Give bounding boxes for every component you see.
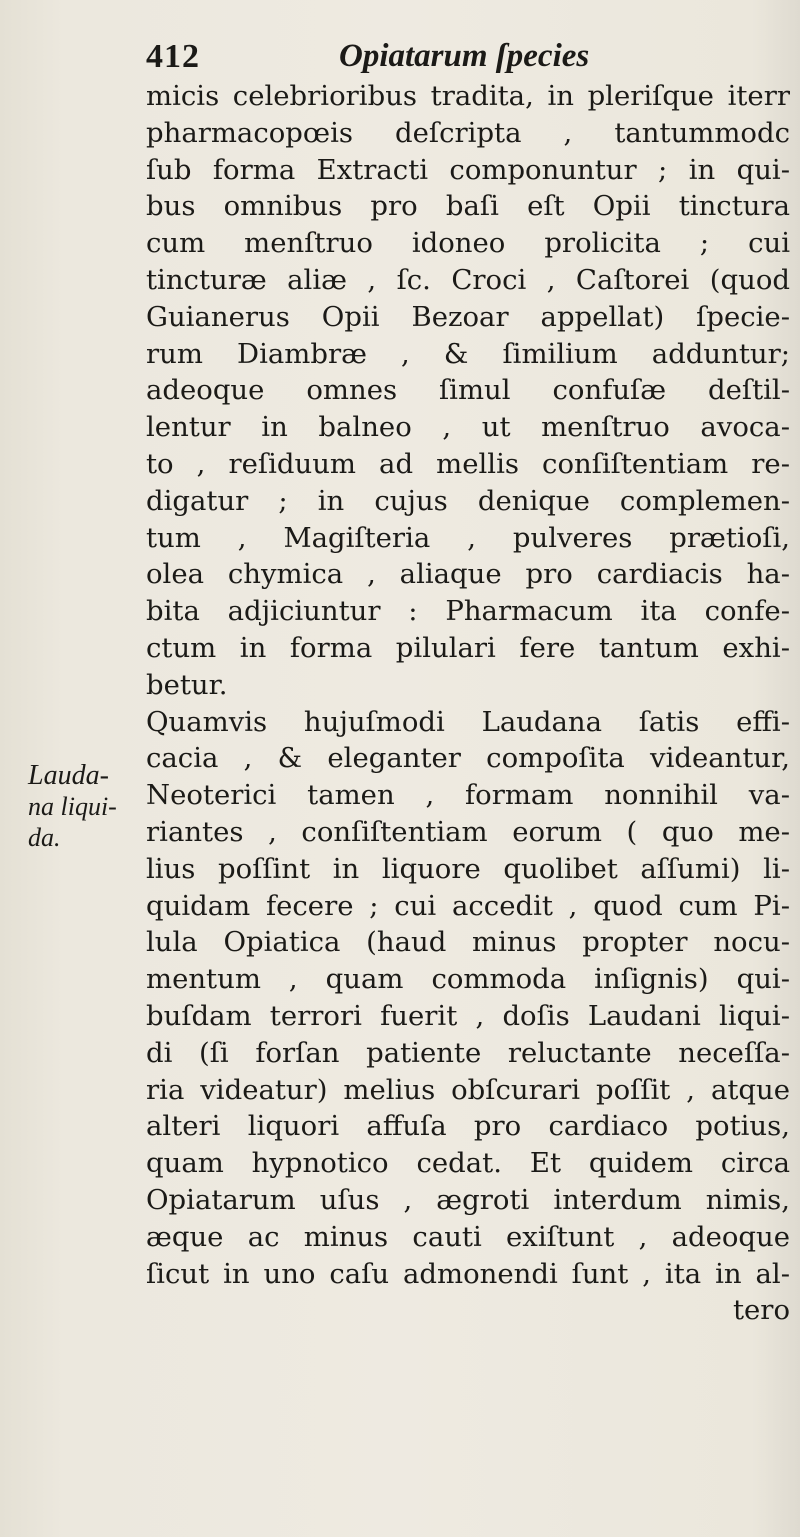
text-line: rum Diambræ , & ſimilium adduntur; [146, 337, 790, 370]
text-line: bita adjiciuntur : Pharmacum ita confe- [146, 595, 790, 628]
text-line: Opiatarum uſus , ægroti interdum nimis, [146, 1183, 790, 1216]
catchword: tero [732, 1294, 790, 1327]
text-line: tum , Magiſteria , pulveres prætioſi, [146, 521, 790, 554]
text-line: lentur in balneo , ut menſtruo avoca- [146, 411, 790, 444]
text-line: cacia , & eleganter compoſita videantur, [146, 742, 790, 775]
text-line: cum menſtruo idoneo prolicita ; cui [146, 227, 790, 260]
text-line: digatur ; in cujus denique complemen- [146, 484, 790, 517]
text-line: quam hypnotico cedat. Et quidem circa [146, 1147, 790, 1180]
text-line: to , reſiduum ad mellis conſiſtentiam re- [146, 447, 790, 480]
text-line: Neoterici tamen , formam nonnihil va- [146, 779, 790, 812]
text-line: adeoque omnes ſimul confuſæ deſtil- [146, 374, 790, 407]
running-head: Opiatarum ſpecies [339, 38, 590, 74]
text-line: lius poſſint in liquore quolibet aſſumi) li- [146, 852, 790, 885]
margin-note-line: da. [28, 823, 61, 852]
text-line: alteri liquori affuſa pro cardiaco potius, [146, 1110, 790, 1143]
text-line: bus omnibus pro baſi eſt Opii tinctura [146, 190, 790, 223]
text-line: buſdam terrori fuerit , doſis Laudani liqui- [146, 999, 790, 1032]
text-line: mentum , quam commoda inſignis) qui- [146, 963, 790, 996]
text-line: di (ſi forſan patiente reluctante neceſſa- [146, 1036, 790, 1069]
margin-note-line: Lauda- [28, 760, 109, 791]
margin-note [28, 760, 138, 853]
text-line: betur. [146, 668, 228, 701]
text-line: Guianerus Opii Bezoar appellat) ſpecie- [146, 300, 790, 333]
text-line: olea chymica , aliaque pro cardiacis ha- [146, 558, 790, 591]
text-line: ſub forma Extracti componuntur ; in qui- [146, 153, 790, 186]
text-line: quidam fecere ; cui accedit , quod cum Pi- [146, 889, 790, 922]
text-line: pharmacopœis deſcripta , tantummodc [146, 116, 790, 149]
text-line: tincturæ aliæ , ſc. Croci , Caſtorei (quod [146, 263, 790, 296]
margin-note-line: na liqui- [28, 792, 117, 821]
text-line: micis celebrioribus tradita, in pleriſque iterr [146, 80, 790, 112]
text-line: ctum in forma pilulari fere tantum exhi- [146, 631, 790, 664]
text-line: riantes , conſiſtentiam eorum ( quo me- [146, 815, 790, 848]
text-line: æque ac minus cauti exiſtunt , adeoque [146, 1220, 790, 1253]
text-line: ſicut in uno caſu admonendi ſunt , ita in al- [146, 1257, 790, 1290]
body-text [146, 78, 790, 1329]
page-number: 412 [146, 38, 200, 75]
text-line: Quamvis hujuſmodi Laudana ſatis effi- [146, 705, 790, 738]
text-line: ria videatur) melius obſcurari poſſit , atque [146, 1073, 790, 1106]
text-line: lula Opiatica (haud minus propter nocu- [146, 926, 790, 959]
